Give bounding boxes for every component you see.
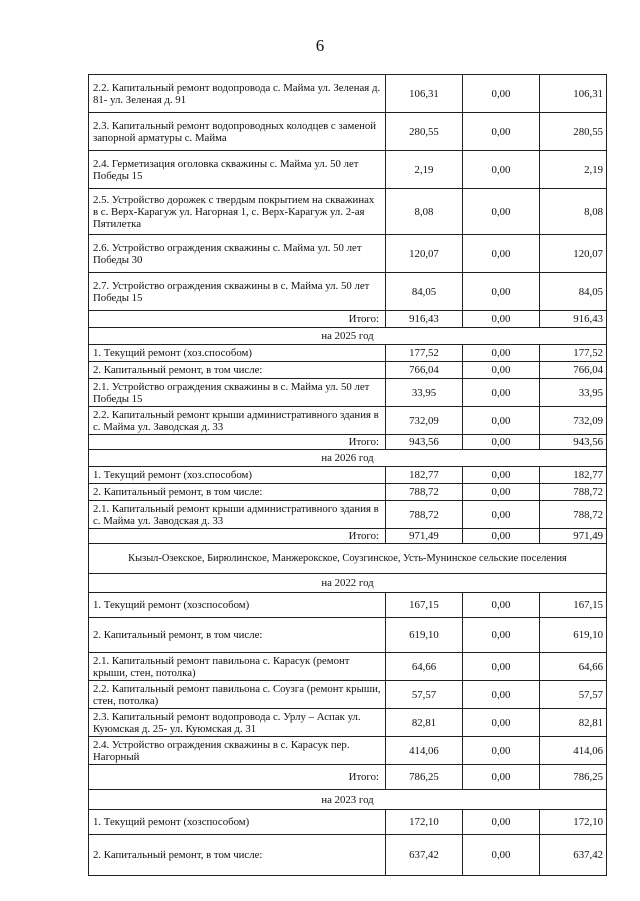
total-row — [89, 529, 607, 544]
item-description: 2.1. Устройство ограждения скважины в с. Майма ул. 50 лет Победы 15 — [89, 379, 386, 407]
amount-cell: 0,00 — [463, 593, 540, 618]
amount-cell: 8,08 — [540, 189, 607, 235]
table-row — [89, 835, 607, 876]
table-row — [89, 151, 607, 189]
page-number: 6 — [315, 36, 325, 55]
total-label: Итого: — [89, 311, 386, 328]
table-row — [89, 235, 607, 273]
amount-cell: 0,00 — [463, 765, 540, 790]
table-row — [89, 379, 607, 407]
amount-cell: 84,05 — [540, 273, 607, 311]
table-row — [89, 593, 607, 618]
settlement-group-row — [89, 544, 607, 574]
year-section-label: на 2022 год — [89, 574, 607, 593]
amount-cell: 414,06 — [540, 737, 607, 765]
amount-cell: 766,04 — [386, 362, 463, 379]
amount-cell: 120,07 — [540, 235, 607, 273]
amount-cell: 2,19 — [540, 151, 607, 189]
amount-cell: 0,00 — [463, 407, 540, 435]
year-section-row — [89, 450, 607, 467]
amount-cell: 0,00 — [463, 618, 540, 653]
amount-cell: 732,09 — [386, 407, 463, 435]
amount-cell: 0,00 — [463, 273, 540, 311]
year-section-row — [89, 574, 607, 593]
total-row — [89, 311, 607, 328]
item-description: 2.2. Капитальный ремонт водопровода с. Майма ул. Зеленая д. 81- ул. Зеленая д. 91 — [89, 75, 386, 113]
amount-cell: 280,55 — [540, 113, 607, 151]
item-description: 2.3. Капитальный ремонт водопроводных колодцев с заменой запорной арматуры с. Майма — [89, 113, 386, 151]
amount-cell: 637,42 — [386, 835, 463, 876]
settlement-group-label: Кызыл-Озекское, Бирюлинское, Манжерокское, Соузгинское, Усть-Мунинское сельские поселения — [89, 544, 607, 574]
table-row — [89, 501, 607, 529]
amount-cell: 0,00 — [463, 501, 540, 529]
amount-cell: 971,49 — [386, 529, 463, 544]
amount-cell: 177,52 — [386, 345, 463, 362]
amount-cell: 619,10 — [540, 618, 607, 653]
item-description: 2.1. Капитальный ремонт крыши административного здания в с. Майма ул. Заводская д. 33 — [89, 501, 386, 529]
total-label: Итого: — [89, 435, 386, 450]
amount-cell: 0,00 — [463, 189, 540, 235]
item-description: 2.2. Капитальный ремонт крыши административного здания в с. Майма ул. Заводская д. 33 — [89, 407, 386, 435]
total-label: Итого: — [89, 765, 386, 790]
amount-cell: 64,66 — [540, 653, 607, 681]
amount-cell: 637,42 — [540, 835, 607, 876]
amount-cell: 943,56 — [386, 435, 463, 450]
amount-cell: 788,72 — [540, 501, 607, 529]
item-description: 1. Текущий ремонт (хоз.способом) — [89, 467, 386, 484]
table-row — [89, 345, 607, 362]
table-row — [89, 810, 607, 835]
table-row — [89, 681, 607, 709]
amount-cell: 943,56 — [540, 435, 607, 450]
amount-cell: 0,00 — [463, 529, 540, 544]
item-description: 2. Капитальный ремонт, в том числе: — [89, 835, 386, 876]
year-section-label: на 2026 год — [89, 450, 607, 467]
amount-cell: 732,09 — [540, 407, 607, 435]
item-description: 1. Текущий ремонт (хозспособом) — [89, 593, 386, 618]
item-description: 2.4. Герметизация оголовка скважины с. Майма ул. 50 лет Победы 15 — [89, 151, 386, 189]
amount-cell: 106,31 — [540, 75, 607, 113]
table-row — [89, 113, 607, 151]
amount-cell: 0,00 — [463, 379, 540, 407]
year-section-label: на 2023 год — [89, 790, 607, 810]
total-row — [89, 765, 607, 790]
amount-cell: 182,77 — [540, 467, 607, 484]
amount-cell: 106,31 — [386, 75, 463, 113]
amount-cell: 0,00 — [463, 653, 540, 681]
amount-cell: 82,81 — [386, 709, 463, 737]
amount-cell: 172,10 — [386, 810, 463, 835]
item-description: 2. Капитальный ремонт, в том числе: — [89, 484, 386, 501]
item-description: 1. Текущий ремонт (хоз.способом) — [89, 345, 386, 362]
amount-cell: 0,00 — [463, 362, 540, 379]
amount-cell: 414,06 — [386, 737, 463, 765]
amount-cell: 0,00 — [463, 709, 540, 737]
amount-cell: 788,72 — [386, 501, 463, 529]
budget-table — [88, 74, 607, 876]
item-description: 2. Капитальный ремонт, в том числе: — [89, 362, 386, 379]
amount-cell: 2,19 — [386, 151, 463, 189]
item-description: 2.5. Устройство дорожек с твердым покрытием на скважинах в с. Верх-Карагуж ул. Нагорная 1, с. Верх-Карагуж ул. 2-ая Пятилетка — [89, 189, 386, 235]
table-row — [89, 709, 607, 737]
amount-cell: 33,95 — [386, 379, 463, 407]
amount-cell: 57,57 — [540, 681, 607, 709]
table-row — [89, 407, 607, 435]
amount-cell: 57,57 — [386, 681, 463, 709]
amount-cell: 0,00 — [463, 75, 540, 113]
item-description: 2.3. Капитальный ремонт водопровода с. Урлу – Аспак ул. Куюмская д. 25- ул. Куюмская д. 31 — [89, 709, 386, 737]
amount-cell: 0,00 — [463, 835, 540, 876]
amount-cell: 177,52 — [540, 345, 607, 362]
amount-cell: 0,00 — [463, 235, 540, 273]
amount-cell: 167,15 — [540, 593, 607, 618]
amount-cell: 120,07 — [386, 235, 463, 273]
item-description: 1. Текущий ремонт (хозспособом) — [89, 810, 386, 835]
amount-cell: 0,00 — [463, 113, 540, 151]
amount-cell: 0,00 — [463, 737, 540, 765]
amount-cell: 280,55 — [386, 113, 463, 151]
amount-cell: 766,04 — [540, 362, 607, 379]
table-row — [89, 189, 607, 235]
amount-cell: 8,08 — [386, 189, 463, 235]
table-row — [89, 273, 607, 311]
amount-cell: 786,25 — [540, 765, 607, 790]
year-section-label: на 2025 год — [89, 328, 607, 345]
amount-cell: 0,00 — [463, 345, 540, 362]
table-row — [89, 467, 607, 484]
amount-cell: 0,00 — [463, 810, 540, 835]
item-description: 2. Капитальный ремонт, в том числе: — [89, 618, 386, 653]
amount-cell: 0,00 — [463, 151, 540, 189]
amount-cell: 64,66 — [386, 653, 463, 681]
table-row — [89, 362, 607, 379]
amount-cell: 0,00 — [463, 681, 540, 709]
table-row — [89, 75, 607, 113]
amount-cell: 172,10 — [540, 810, 607, 835]
total-label: Итого: — [89, 529, 386, 544]
year-section-row — [89, 790, 607, 810]
table-row — [89, 653, 607, 681]
amount-cell: 167,15 — [386, 593, 463, 618]
table-row — [89, 618, 607, 653]
amount-cell: 82,81 — [540, 709, 607, 737]
amount-cell: 0,00 — [463, 435, 540, 450]
amount-cell: 33,95 — [540, 379, 607, 407]
item-description: 2.1. Капитальный ремонт павильона с. Карасук (ремонт крыши, стен, потолка) — [89, 653, 386, 681]
amount-cell: 0,00 — [463, 484, 540, 501]
amount-cell: 916,43 — [540, 311, 607, 328]
amount-cell: 619,10 — [386, 618, 463, 653]
item-description: 2.2. Капитальный ремонт павильона с. Соузга (ремонт крыши, стен, потолка) — [89, 681, 386, 709]
amount-cell: 971,49 — [540, 529, 607, 544]
item-description: 2.7. Устройство ограждения скважины в с. Майма ул. 50 лет Победы 15 — [89, 273, 386, 311]
amount-cell: 182,77 — [386, 467, 463, 484]
total-row — [89, 435, 607, 450]
amount-cell: 0,00 — [463, 311, 540, 328]
amount-cell: 0,00 — [463, 467, 540, 484]
item-description: 2.4. Устройство ограждения скважины в с. Карасук пер. Нагорный — [89, 737, 386, 765]
amount-cell: 84,05 — [386, 273, 463, 311]
amount-cell: 786,25 — [386, 765, 463, 790]
budget-table-body — [89, 75, 607, 876]
amount-cell: 916,43 — [386, 311, 463, 328]
year-section-row — [89, 328, 607, 345]
amount-cell: 788,72 — [540, 484, 607, 501]
item-description: 2.6. Устройство ограждения скважины с. Майма ул. 50 лет Победы 30 — [89, 235, 386, 273]
table-row — [89, 484, 607, 501]
amount-cell: 788,72 — [386, 484, 463, 501]
table-row — [89, 737, 607, 765]
